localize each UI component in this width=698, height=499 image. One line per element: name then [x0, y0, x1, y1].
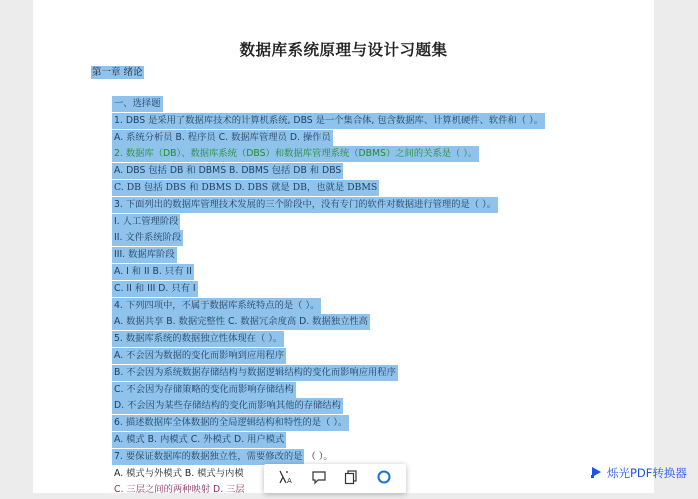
- line-text[interactable]: A. 模式 B. 内模式 C. 外模式 D. 用户模式: [112, 432, 286, 448]
- line-text[interactable]: 1. DBS 是采用了数据库技术的计算机系统, DBS 是一个集合体, 包含数据库、计算机硬件、软件和（ ）。: [112, 113, 545, 129]
- line-text[interactable]: A. 数据共享 B. 数据完整性 C. 数据冗余度高 D. 数据独立性高: [112, 314, 370, 330]
- text-line: [112, 113, 652, 130]
- text-line: [112, 348, 652, 365]
- line-text[interactable]: C. DB 包括 DBS 和 DBMS D. DBS 就是 DB，也就是 DBMS: [112, 180, 379, 196]
- brand-logo-icon: [589, 464, 603, 483]
- comment-icon: [311, 469, 327, 489]
- line-text[interactable]: 3. 下面列出的数据库管理技术发展的三个阶段中，没有专门的软件对数据进行管理的是（ ）。: [112, 197, 498, 213]
- text-line: [112, 298, 652, 315]
- line-text[interactable]: D. 不会因为某些存储结构的变化而影响其他的存储结构: [112, 398, 343, 414]
- selected-text-block[interactable]: [112, 96, 652, 499]
- line-text[interactable]: 4. 下列四项中，不属于数据库系统特点的是（ ）。: [112, 298, 321, 314]
- line-text[interactable]: 5. 数据库系统的数据独立性体现在（ ）。: [112, 331, 284, 347]
- line-text[interactable]: I. 人工管理阶段: [112, 214, 180, 230]
- brand-watermark: [589, 463, 687, 483]
- text-line: [112, 432, 652, 449]
- text-line: [112, 281, 652, 298]
- line-text[interactable]: B. 不会因为系统数据存储结构与数据逻辑结构的变化而影响应用程序: [112, 365, 398, 381]
- line-text[interactable]: 一、选择题: [112, 96, 163, 112]
- line-text[interactable]: C. II 和 III D. 只有 I: [112, 281, 198, 297]
- copy-icon: [343, 469, 359, 489]
- copy-button[interactable]: [340, 468, 362, 490]
- text-line: [112, 96, 652, 113]
- line-text[interactable]: 6. 描述数据库全体数据的全局逻辑结构和特性的是（ ）。: [112, 415, 349, 431]
- line-text[interactable]: A. 系统分析员 B. 程序员 C. 数据库管理员 D. 操作员: [112, 130, 333, 146]
- cortana-icon: [376, 469, 392, 489]
- line-text[interactable]: A. 模式与外模式 B. 模式与内模: [114, 467, 244, 479]
- line-text[interactable]: C. 不会因为存储策略的变化而影响存储结构: [112, 382, 296, 398]
- translate-button[interactable]: [275, 468, 297, 490]
- text-line: [112, 247, 652, 264]
- selection-toolbar: [264, 464, 406, 493]
- line-text[interactable]: A. 不会因为数据的变化而影响到应用程序: [112, 348, 286, 364]
- text-line: [112, 398, 652, 415]
- brand-label: 烁光PDF转换器: [607, 466, 687, 480]
- line-text[interactable]: C. 三层之间的两种映射 D. 三层: [114, 484, 245, 496]
- line-text[interactable]: II. 文件系统阶段: [112, 230, 183, 246]
- svg-text:A: A: [287, 476, 293, 485]
- text-line: [112, 314, 652, 331]
- document-page: [33, 0, 654, 496]
- text-line: [112, 230, 652, 247]
- text-line: [112, 449, 652, 466]
- text-line: [112, 331, 652, 348]
- text-line: [112, 264, 652, 281]
- comment-button[interactable]: [308, 468, 330, 490]
- text-line: [112, 382, 652, 399]
- text-line: [112, 365, 652, 382]
- line-text[interactable]: A. I 和 II B. 只有 II: [112, 264, 194, 280]
- text-line: [112, 180, 652, 197]
- text-line: [112, 197, 652, 214]
- line-text[interactable]: A. DBS 包括 DB 和 DBMS B. DBMS 包括 DB 和 DBS: [112, 163, 343, 179]
- text-line: [112, 130, 652, 147]
- chapter-heading[interactable]: 第一章 绪论: [92, 67, 143, 78]
- line-tail-text[interactable]: （ ）。: [306, 450, 333, 462]
- text-line: [112, 146, 652, 163]
- cortana-button[interactable]: [373, 468, 395, 490]
- text-line: [112, 214, 652, 231]
- line-text[interactable]: 7. 要保证数据库的数据独立性，需要修改的是: [112, 449, 304, 465]
- line-text[interactable]: 2. 数据库（DB）、数据库系统（DBS）和数据库管理系统（DBMS）之间的关系是（ ）。: [112, 146, 479, 162]
- text-line: [112, 163, 652, 180]
- text-line: [112, 415, 652, 432]
- translate-icon: [278, 469, 294, 489]
- line-text[interactable]: III. 数据库阶段: [112, 247, 177, 263]
- document-title: 数据库系统原理与设计习题集: [239, 40, 448, 59]
